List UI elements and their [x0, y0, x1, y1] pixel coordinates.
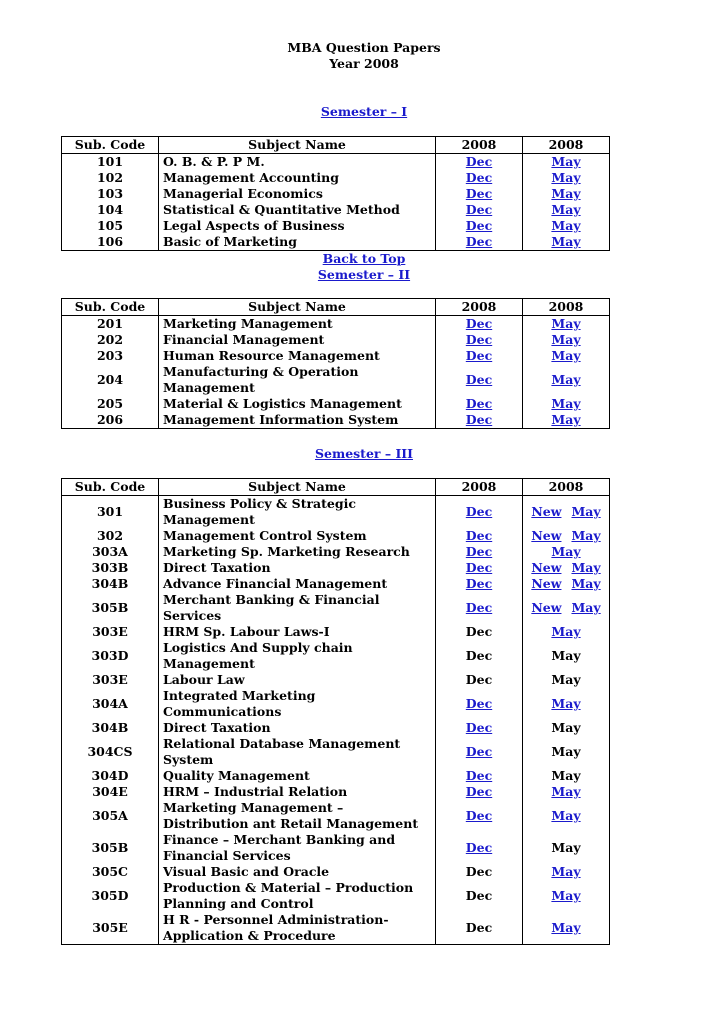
table-row [62, 316, 610, 333]
may-link[interactable]: May [551, 696, 581, 711]
may-text: May [523, 720, 610, 736]
subject-name: Management Information System [159, 412, 436, 429]
dec-link[interactable]: Dec [465, 576, 493, 591]
sub-code: 204 [62, 364, 159, 396]
table-header-row [62, 479, 610, 496]
subject-name: Legal Aspects of Business [159, 218, 436, 234]
sub-code: 304B [62, 576, 159, 592]
may-link[interactable]: May [551, 864, 581, 879]
dec-link[interactable]: Dec [465, 202, 493, 217]
semester-3-table [61, 478, 610, 945]
new-link[interactable]: New [531, 504, 562, 519]
sub-code: 305A [62, 800, 159, 832]
table-row [62, 672, 610, 688]
dec-text: Dec [436, 640, 523, 672]
table-row [62, 688, 610, 720]
sub-code: 101 [62, 154, 159, 171]
table-row [62, 576, 610, 592]
new-link[interactable]: New [531, 600, 562, 615]
table-row [62, 640, 610, 672]
sub-code: 206 [62, 412, 159, 429]
dec-link[interactable]: Dec [465, 316, 493, 331]
table-row [62, 234, 610, 251]
dec-link[interactable]: Dec [465, 840, 493, 855]
table-row [62, 592, 610, 624]
subject-name: Finance – Merchant Banking and Financial Services [159, 832, 436, 864]
subject-name: HRM Sp. Labour Laws-I [159, 624, 436, 640]
header-name: Subject Name [159, 137, 436, 154]
may-link[interactable]: May [551, 412, 581, 427]
may-link[interactable]: May [551, 332, 581, 347]
subject-name: Manufacturing & Operation Management [159, 364, 436, 396]
dec-link[interactable]: Dec [465, 808, 493, 823]
dec-link[interactable]: Dec [465, 218, 493, 233]
subject-name: Labour Law [159, 672, 436, 688]
may-link[interactable]: May [551, 316, 581, 331]
may-text: May [523, 832, 610, 864]
subject-name: O. B. & P. P M. [159, 154, 436, 171]
table-row [62, 186, 610, 202]
subject-name: H R - Personnel Administration-Application & Procedure [159, 912, 436, 945]
subject-name: Human Resource Management [159, 348, 436, 364]
new-link[interactable]: New [531, 560, 562, 575]
dec-link[interactable]: Dec [465, 504, 493, 519]
sub-code: 106 [62, 234, 159, 251]
dec-link[interactable]: Dec [465, 396, 493, 411]
sub-code: 303B [62, 560, 159, 576]
header-year-2: 2008 [523, 299, 610, 316]
table-header-row [62, 299, 610, 316]
semester-2-heading[interactable] [0, 267, 728, 283]
dec-link[interactable]: Dec [465, 170, 493, 185]
subject-name: Relational Database Management System [159, 736, 436, 768]
subject-name: Business Policy & Strategic Management [159, 496, 436, 529]
may-link[interactable]: May [551, 186, 581, 201]
back-to-top-link[interactable]: Back to Top [322, 251, 406, 266]
table-row [62, 528, 610, 544]
subject-name: Marketing Management [159, 316, 436, 333]
dec-link[interactable]: Dec [465, 372, 493, 387]
dec-link[interactable]: Dec [465, 720, 493, 735]
dec-link[interactable]: Dec [465, 528, 493, 543]
sub-code: 304B [62, 720, 159, 736]
table-row [62, 768, 610, 784]
table-row [62, 544, 610, 560]
table-row [62, 912, 610, 945]
dec-link[interactable]: Dec [465, 348, 493, 363]
subject-name: Managerial Economics [159, 186, 436, 202]
header-year-1: 2008 [436, 299, 523, 316]
dec-link[interactable]: Dec [465, 784, 493, 799]
table-row [62, 332, 610, 348]
semester-3-link[interactable]: Semester – III [314, 446, 413, 461]
dec-text: Dec [436, 624, 523, 640]
dec-link[interactable]: Dec [465, 186, 493, 201]
sub-code: 203 [62, 348, 159, 364]
table-row [62, 154, 610, 171]
may-link[interactable]: May [551, 154, 581, 169]
may-link[interactable]: May [551, 920, 581, 935]
subject-name: Merchant Banking & Financial Services [159, 592, 436, 624]
subject-name: Direct Taxation [159, 720, 436, 736]
subject-name: Marketing Management – Distribution ant Retail Management [159, 800, 436, 832]
page-subtitle: Year 2008 [329, 56, 399, 71]
subject-name: Marketing Sp. Marketing Research [159, 544, 436, 560]
table-row [62, 720, 610, 736]
may-link[interactable]: May [551, 624, 581, 639]
subject-name: Direct Taxation [159, 560, 436, 576]
sub-code: 305B [62, 592, 159, 624]
dec-link[interactable]: Dec [465, 560, 493, 575]
subject-name: Management Accounting [159, 170, 436, 186]
sub-code: 103 [62, 186, 159, 202]
may-link[interactable]: May [571, 600, 601, 615]
table-row [62, 170, 610, 186]
header-code: Sub. Code [62, 137, 159, 154]
header-year-1: 2008 [436, 479, 523, 496]
subject-name: Financial Management [159, 332, 436, 348]
table-row [62, 800, 610, 832]
semester-2-link[interactable]: Semester – II [317, 267, 411, 282]
sub-code: 202 [62, 332, 159, 348]
sub-code: 205 [62, 396, 159, 412]
may-text: May [523, 672, 610, 688]
new-link[interactable]: New [531, 576, 562, 591]
may-link[interactable]: May [571, 504, 601, 519]
dec-link[interactable]: Dec [465, 744, 493, 759]
table-row [62, 396, 610, 412]
sub-code: 304D [62, 768, 159, 784]
may-link[interactable]: May [571, 528, 601, 543]
may-link[interactable]: May [551, 218, 581, 233]
table-row [62, 218, 610, 234]
table-header-row [62, 137, 610, 154]
page-title: MBA Question Papers [287, 40, 441, 55]
may-link[interactable]: May [551, 808, 581, 823]
header-name: Subject Name [159, 299, 436, 316]
sub-code: 305C [62, 864, 159, 880]
sub-code: 303E [62, 624, 159, 640]
may-text: May [523, 736, 610, 768]
table-row [62, 880, 610, 912]
table-row [62, 864, 610, 880]
sub-code: 301 [62, 496, 159, 529]
sub-code: 303A [62, 544, 159, 560]
subject-name: Integrated Marketing Communications [159, 688, 436, 720]
subject-name: Basic of Marketing [159, 234, 436, 251]
new-link[interactable]: New [531, 528, 562, 543]
may-link[interactable]: May [571, 560, 601, 575]
may-link[interactable]: May [551, 396, 581, 411]
table-row [62, 784, 610, 800]
subject-name: Advance Financial Management [159, 576, 436, 592]
dec-link[interactable]: Dec [465, 412, 493, 427]
sub-code: 305B [62, 832, 159, 864]
sub-code: 201 [62, 316, 159, 333]
subject-name: Production & Material – Production Planning and Control [159, 880, 436, 912]
header-year-2: 2008 [523, 479, 610, 496]
table-row [62, 348, 610, 364]
may-link[interactable]: May [571, 576, 601, 591]
semester-1-table [61, 136, 610, 251]
dec-link[interactable]: Dec [465, 768, 493, 783]
header-code: Sub. Code [62, 479, 159, 496]
dec-text: Dec [436, 912, 523, 945]
header-name: Subject Name [159, 479, 436, 496]
table-row [62, 496, 610, 529]
subject-name: Visual Basic and Oracle [159, 864, 436, 880]
table-row [62, 832, 610, 864]
sub-code: 305D [62, 880, 159, 912]
sub-code: 303D [62, 640, 159, 672]
table-row [62, 412, 610, 429]
table-row [62, 624, 610, 640]
header-year-1: 2008 [436, 137, 523, 154]
may-link[interactable]: May [551, 202, 581, 217]
sub-code: 304A [62, 688, 159, 720]
back-to-top[interactable] [0, 251, 728, 267]
sub-code: 302 [62, 528, 159, 544]
sub-code: 304CS [62, 736, 159, 768]
may-link[interactable]: May [551, 888, 581, 903]
dec-text: Dec [436, 880, 523, 912]
may-link[interactable]: May [551, 544, 581, 559]
semester-3-heading[interactable] [0, 446, 728, 462]
dec-link[interactable]: Dec [465, 544, 493, 559]
sub-code: 303E [62, 672, 159, 688]
may-link[interactable]: May [551, 234, 581, 249]
may-link[interactable]: May [551, 372, 581, 387]
dec-link[interactable]: Dec [465, 332, 493, 347]
semester-1-heading[interactable] [0, 104, 728, 120]
table-row [62, 364, 610, 396]
subject-name: Quality Management [159, 768, 436, 784]
sub-code: 102 [62, 170, 159, 186]
may-link[interactable]: May [551, 348, 581, 363]
may-text: May [523, 640, 610, 672]
header-year-2: 2008 [523, 137, 610, 154]
dec-link[interactable]: Dec [465, 600, 493, 615]
subject-name: Management Control System [159, 528, 436, 544]
semester-2-table [61, 298, 610, 429]
dec-link[interactable]: Dec [465, 154, 493, 169]
may-text: May [523, 768, 610, 784]
subject-name: Logistics And Supply chain Management [159, 640, 436, 672]
header-code: Sub. Code [62, 299, 159, 316]
may-link[interactable]: May [551, 784, 581, 799]
sub-code: 305E [62, 912, 159, 945]
subject-name: Material & Logistics Management [159, 396, 436, 412]
sub-code: 105 [62, 218, 159, 234]
sub-code: 104 [62, 202, 159, 218]
may-link[interactable]: May [551, 170, 581, 185]
dec-link[interactable]: Dec [465, 696, 493, 711]
subject-name: HRM – Industrial Relation [159, 784, 436, 800]
sub-code: 304E [62, 784, 159, 800]
table-row [62, 736, 610, 768]
table-row [62, 202, 610, 218]
dec-link[interactable]: Dec [465, 234, 493, 249]
dec-text: Dec [436, 864, 523, 880]
table-row [62, 560, 610, 576]
subject-name: Statistical & Quantitative Method [159, 202, 436, 218]
dec-text: Dec [436, 672, 523, 688]
semester-1-link[interactable]: Semester – I [320, 104, 408, 119]
